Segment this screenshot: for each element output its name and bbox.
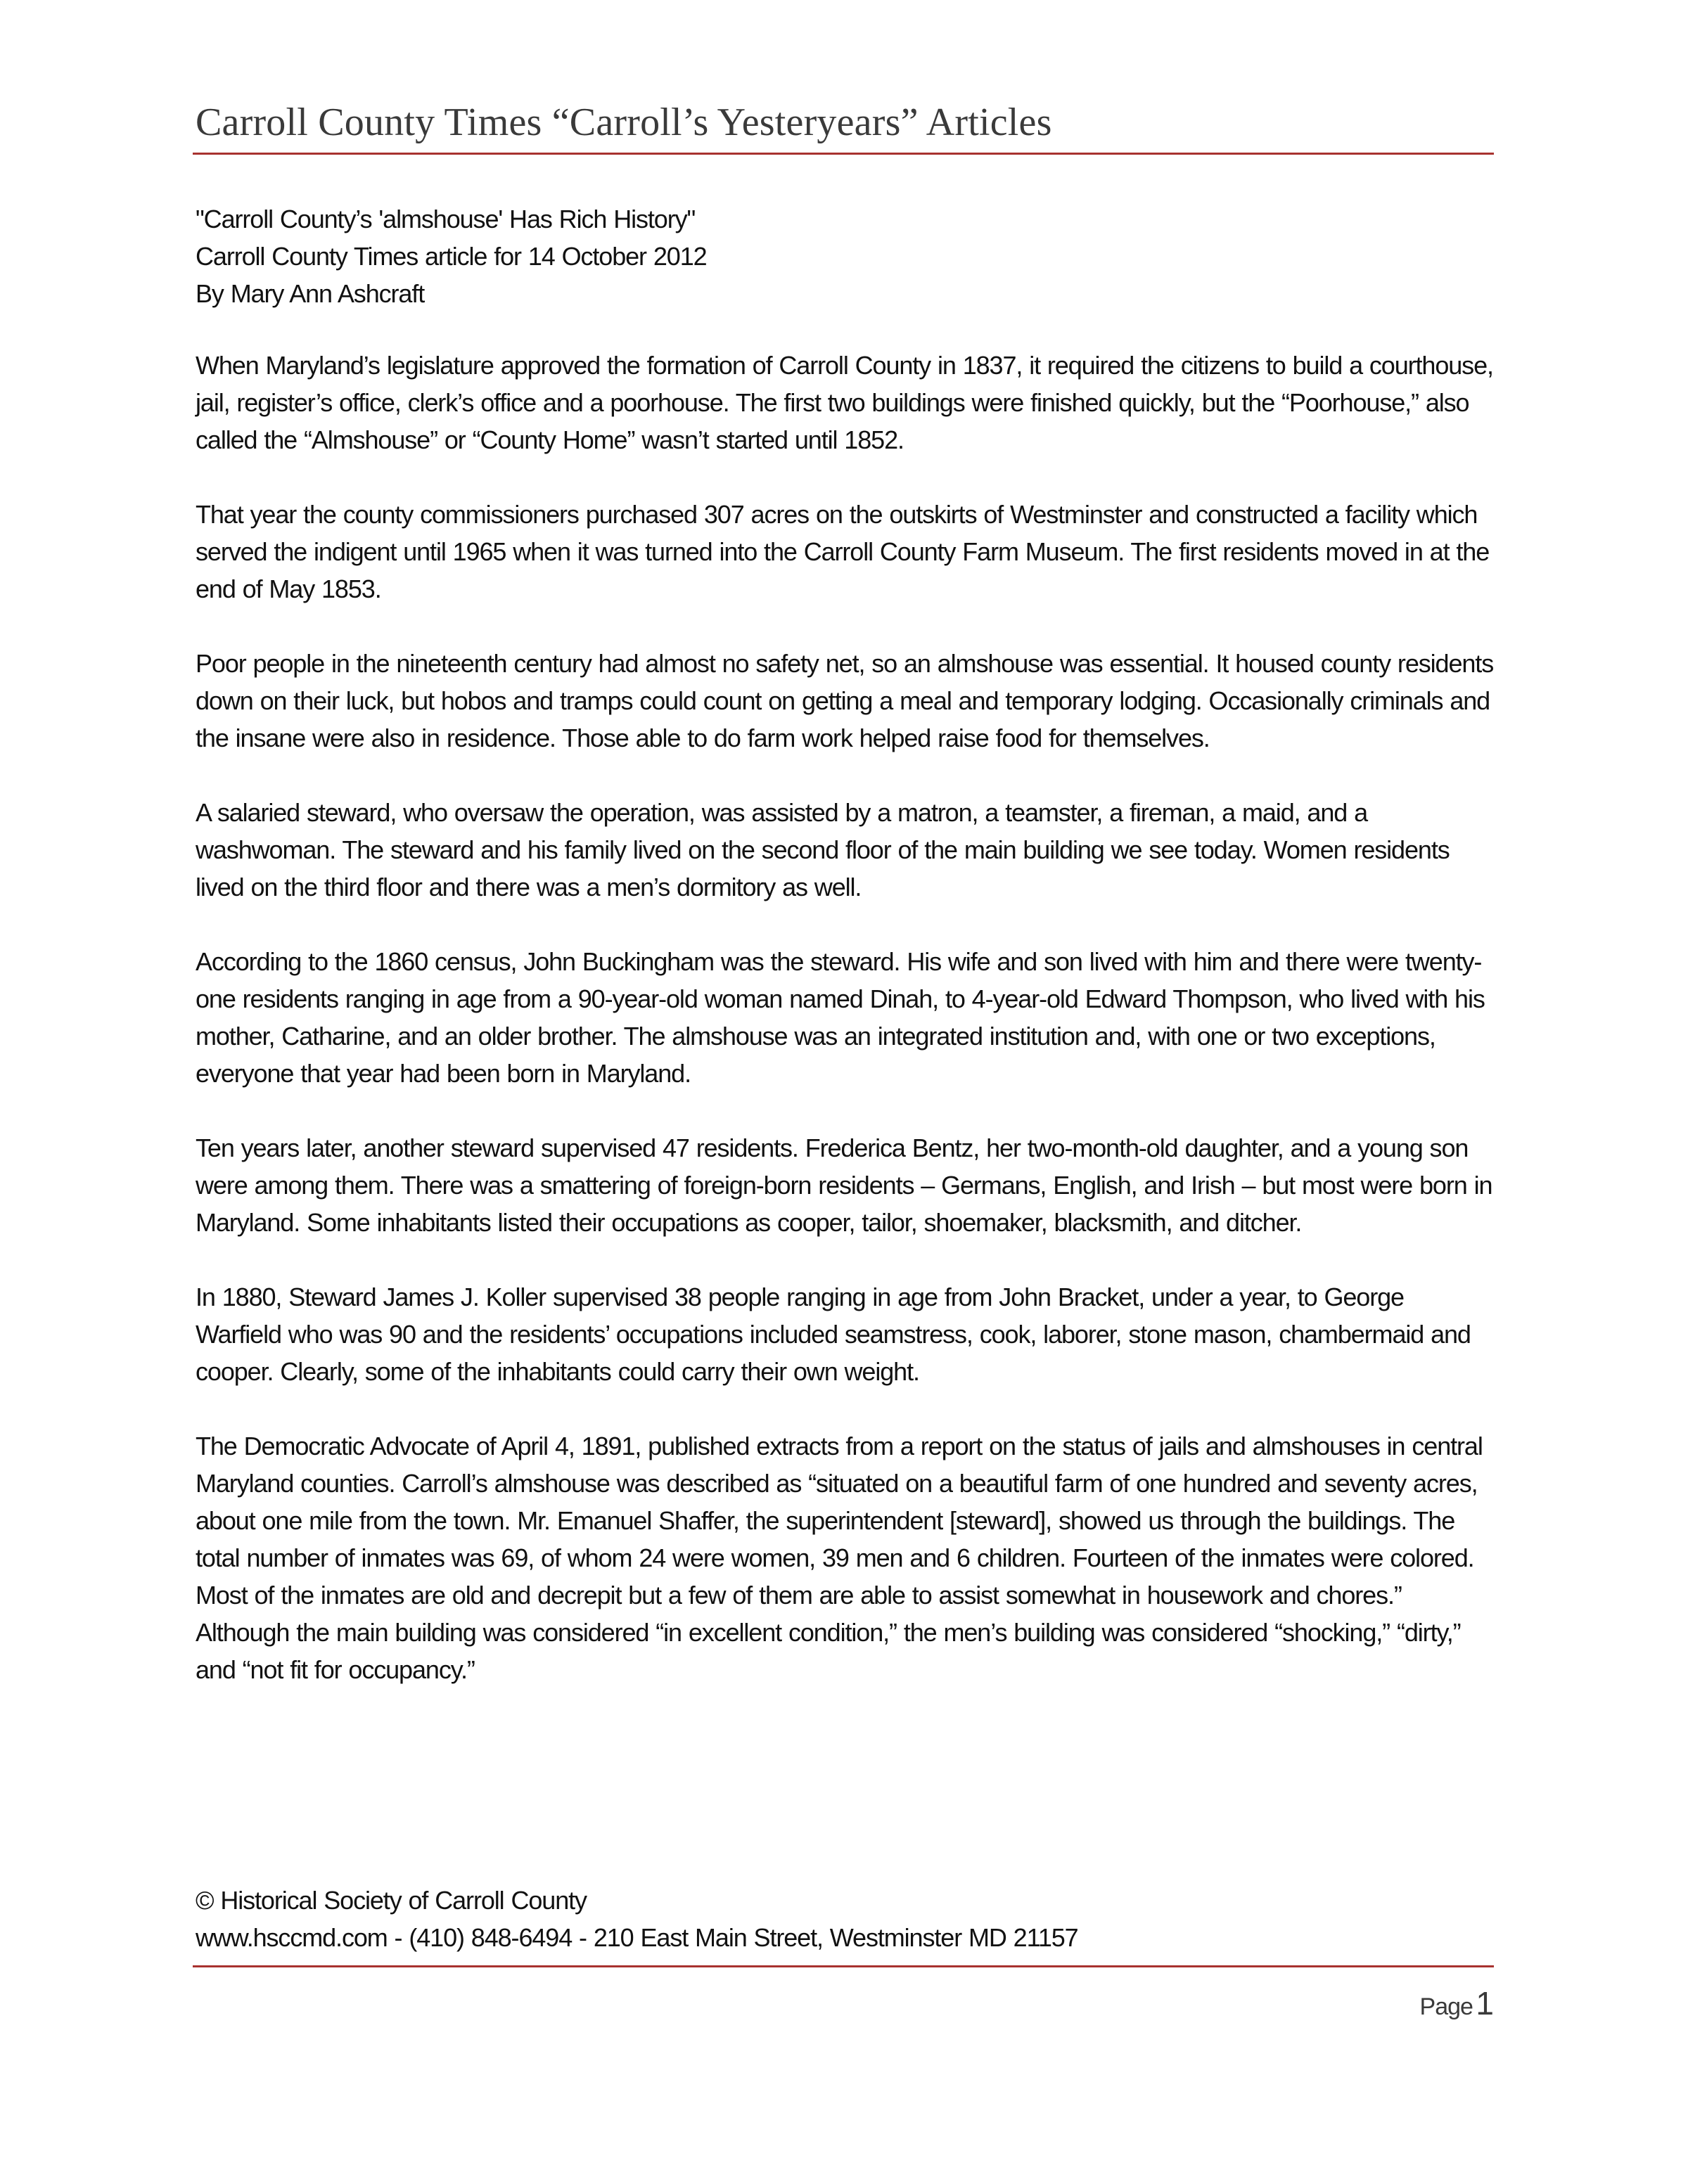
article-body: [196, 347, 1494, 1726]
article-source: Carroll County Times article for 14 October 2012: [196, 242, 707, 271]
paragraph: The Democratic Advocate of April 4, 1891, published extracts from a report on the status of jails and almshouses in central Maryland counties. Carroll’s almshouse was described as “situated on a beautiful farm of one hundred and seventy acres, about one mile from the town. Mr. Emanuel Shaffer, the superintendent [steward], showed us through the buildings. The total number of inmates was 69, of whom 24 were women, 39 men and 6 children. Fourteen of the inmates were colored. Most of the inmates are old and decrepit but a few of them are able to assist somewhat in housework and chores.” Although the main building was considered “in excellent condition,” the men’s building was considered “shocking,” “dirty,” and “not fit for occupancy.”: [196, 1432, 1483, 1684]
article-headline: "Carroll County’s 'almshouse' Has Rich History": [196, 205, 696, 233]
page-footer: [196, 1882, 1494, 1956]
footer-rule: [193, 1965, 1494, 1967]
article-byline: By Mary Ann Ashcraft: [196, 279, 425, 308]
paragraph: According to the 1860 census, John Buckingham was the steward. His wife and son lived with him and there were twenty-one residents ranging in age from a 90-year-old woman named Dinah, to 4-year-old Edward Thompson, who lived with his mother, Catharine, and an older brother. The almshouse was an integrated institution and, with one or two exceptions, everyone that year had been born in Maryland.: [196, 947, 1485, 1088]
article-meta: [196, 200, 1494, 312]
page-number-value: 1: [1476, 1985, 1494, 2022]
footer-copyright: © Historical Society of Carroll County: [196, 1886, 587, 1915]
paragraph: Ten years later, another steward supervised 47 residents. Frederica Bentz, her two-month-old daughter, and a young son were among them. There was a smattering of foreign-born residents – Germans, English, and Irish – but most were born in Maryland. Some inhabitants listed their occupations as cooper, tailor, shoemaker, blacksmith, and ditcher.: [196, 1133, 1492, 1237]
footer-contact: www.hsccmd.com - (410) 848-6494 - 210 East Main Street, Westminster MD 21157: [196, 1923, 1078, 1952]
paragraph: A salaried steward, who oversaw the operation, was assisted by a matron, a teamster, a fireman, a maid, and a washwoman. The steward and his family lived on the second floor of the main building we see today. Women residents lived on the third floor and there was a men’s dormitory as well.: [196, 798, 1450, 901]
page-number: [1420, 1984, 1494, 2022]
page-label: Page: [1419, 1993, 1473, 2020]
running-header-title: Carroll County Times “Carroll’s Yesteryears” Articles: [196, 101, 1052, 144]
header-rule: [193, 153, 1494, 155]
paragraph: In 1880, Steward James J. Koller supervised 38 people ranging in age from John Bracket, under a year, to George Warfield who was 90 and the residents’ occupations included seamstress, cook, laborer, stone mason, chambermaid and cooper. Clearly, some of the inhabitants could carry their own weight.: [196, 1283, 1471, 1386]
paragraph: Poor people in the nineteenth century had almost no safety net, so an almshouse was essential. It housed county residents down on their luck, but hobos and tramps could count on getting a meal and temporary lodging. Occasionally criminals and the insane were also in residence. Those able to do farm work helped raise food for themselves.: [196, 649, 1494, 752]
paragraph: That year the county commissioners purchased 307 acres on the outskirts of Westminster and constructed a facility which served the indigent until 1965 when it was turned into the Carroll County Farm Museum. The first residents moved in at the end of May 1853.: [196, 500, 1490, 603]
paragraph: When Maryland’s legislature approved the formation of Carroll County in 1837, it required the citizens to build a courthouse, jail, register’s office, clerk’s office and a poorhouse. The first two buildings were finished quickly, but the “Poorhouse,” also called the “Almshouse” or “County Home” wasn’t started until 1852.: [196, 351, 1493, 454]
